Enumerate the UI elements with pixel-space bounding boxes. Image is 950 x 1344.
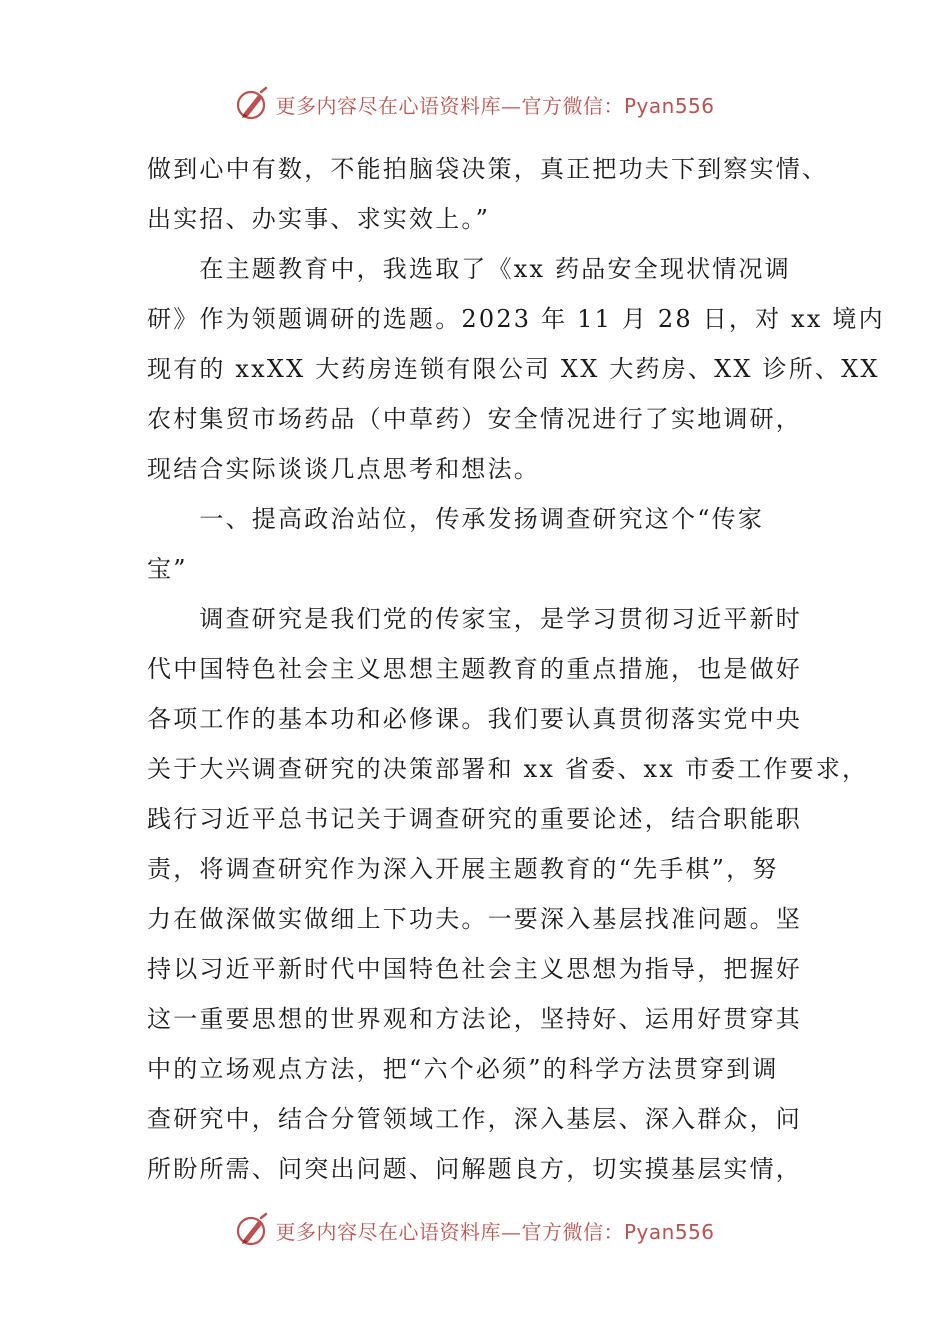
section-heading-line: 一、提高政治站位，传承发扬调查研究这个“传家 [147, 505, 765, 533]
wechat-id: Pyan556 [623, 93, 715, 118]
text-line: 力在做深做实做细上下功夫。一要深入基层找准问题。坚 [147, 905, 802, 933]
text-line: 关于大兴调查研究的决策部署和 xx 省委、xx 市委工作要求， [147, 755, 869, 783]
text-line: 各项工作的基本功和必修课。我们要认真贯彻落实党中央 [147, 705, 802, 733]
pen-logo-icon [235, 1212, 271, 1248]
pen-logo-icon [235, 86, 271, 122]
header-watermark-banner [0, 82, 950, 126]
text-line: 农村集贸市场药品（中草药）安全情况进行了实地调研， [147, 405, 802, 433]
footer-watermark-banner [0, 1208, 950, 1252]
text-line: 研》作为领题调研的选题。2023 年 11 月 28 日，对 xx 境内 [147, 305, 885, 333]
text-line: 查研究中，结合分管领域工作，深入基层、深入群众，问 [147, 1105, 802, 1133]
text-line: 调查研究是我们党的传家宝，是学习贯彻习近平新时 [147, 605, 802, 633]
wechat-id: Pyan556 [623, 1219, 715, 1244]
text-line: 这一重要思想的世界观和方法论，坚持好、运用好贯穿其 [147, 1005, 802, 1033]
text-line: 所盼所需、问突出问题、问解题良方，切实摸基层实情， [147, 1155, 802, 1183]
text-line: 中的立场观点方法，把“六个必须”的科学方法贯穿到调 [147, 1055, 779, 1083]
text-line: 出实招、办实事、求实效上。” [147, 205, 491, 233]
text-line: 现有的 xxXX 大药房连锁有限公司 XX 大药房、XX 诊所、XX [147, 355, 880, 383]
footer-watermark-text: 更多内容尽在心语资料库—官方微信：Pyan556 [275, 1219, 715, 1244]
text-line: 责，将调查研究作为深入开展主题教育的“先手棋”，努 [147, 855, 779, 883]
header-watermark-text: 更多内容尽在心语资料库—官方微信：Pyan556 [275, 93, 715, 118]
text-line: 在主题教育中，我选取了《xx 药品安全现状情况调 [147, 255, 791, 283]
text-line: 现结合实际谈谈几点思考和想法。 [147, 455, 540, 483]
section-heading-line: 宝” [147, 555, 188, 583]
text-line: 做到心中有数，不能拍脑袋决策，真正把功夫下到察实情、 [147, 155, 829, 183]
text-line: 持以习近平新时代中国特色社会主义思想为指导，把握好 [147, 955, 802, 983]
text-line: 践行习近平总书记关于调查研究的重要论述，结合职能职 [147, 805, 802, 833]
text-line: 代中国特色社会主义思想主题教育的重点措施，也是做好 [147, 655, 802, 683]
